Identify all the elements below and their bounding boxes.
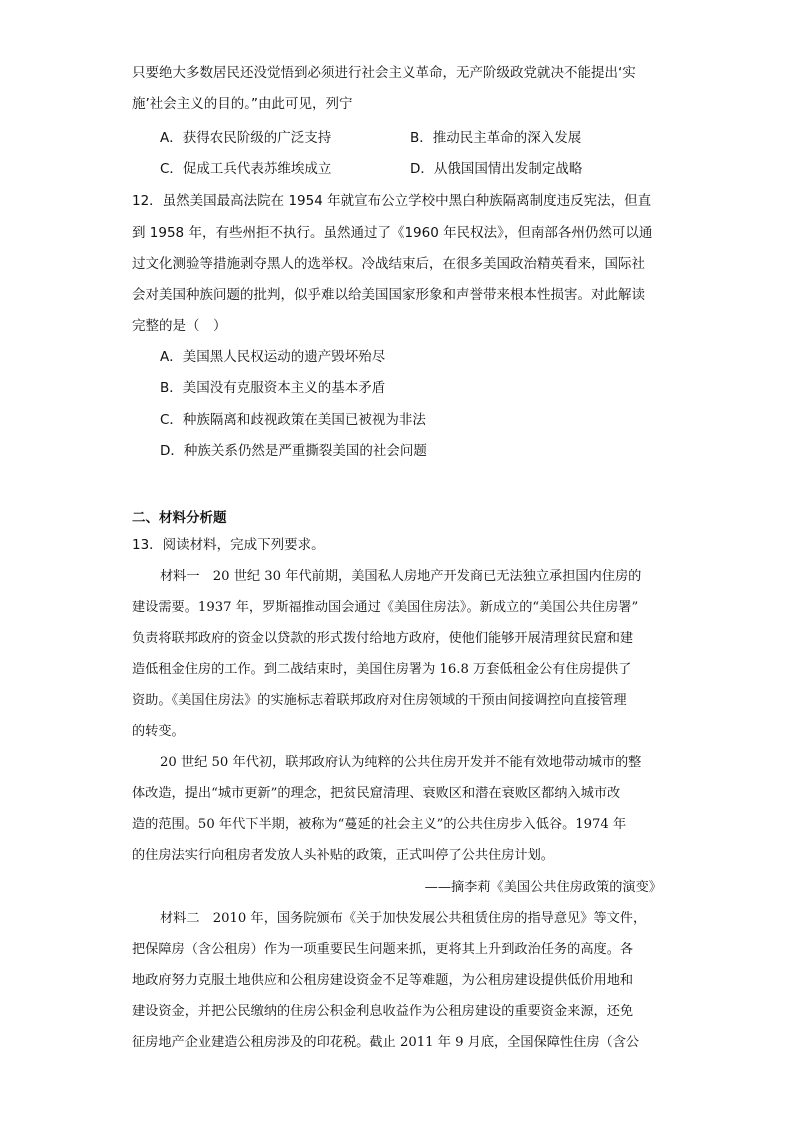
q12-text-line-4: 会对美国种族问题的批判，似乎难以给美国国家形象和声誉带来根本性损害。对此解读 [132,287,645,303]
q12-option-a: A．美国黑人民权运动的遗产毁坏殆尽 [160,349,386,365]
material2-line-1: 材料二 2010 年，国务院颁布《关于加快发展公共租赁住房的指导意见》等文件， [160,911,647,926]
q12-option-d: D．种族关系仍然是严重撕裂美国的社会问题 [160,443,427,459]
q12-text-line-1: 12．虽然美国最高法院在 1954 年就宣布公立学校中黑白种族隔离制度违反宪法，但直 [132,193,652,209]
q12-text-line-3: 过文化测验等措施剥夺黑人的选举权。冷战结束后，在很多美国政治精英看来，国际社 [132,256,645,272]
q11-option-c: C．促成工兵代表苏维埃成立 [160,161,332,177]
material2-line-5: 征房地产企业建造公租房涉及的印花税。截止 2011 年 9 月底，全国保障性住房（含公 [132,1035,640,1050]
q13-intro: 13．阅读材料，完成下列要求。 [132,537,325,553]
material1b-line-1: 20 世纪 50 年代初，联邦政府认为纯粹的公共住房开发并不能有效地带动城市的整 [160,755,642,770]
q12-text-line-2: 到 1958 年，有些州拒不执行。虽然通过了《1960 年民权法》，但南部各州仍然可以通 [132,225,653,241]
section-heading: 二、材料分析题 [132,510,227,526]
material1b-line-3: 造的范围。50 年代下半期，被称为“蔓延的社会主义”的公共住房步入低谷。1974 年 [132,817,627,832]
q12-text-line-5: 完整的是（ ） [132,318,227,334]
material1-line-6: 的转变。 [132,724,185,739]
material1-line-3: 负责将联邦政府的资金以贷款的形式拨付给地方政府，使他们能够开展清理贫民窟和建 [132,631,634,646]
q11-text-line-1: 只要绝大多数居民还没觉悟到必须进行社会主义革命，无产阶级政党就决不能提出‘实 [132,65,636,81]
material1-line-5: 资助。《美国住房法》的实施标志着联邦政府对住房领域的干预由间接调控向直接管理 [132,693,627,708]
material1-source: ——摘李莉《美国公共住房政策的演变》 [424,880,662,895]
material1b-line-4: 的住房法实行向租房者发放人头补贴的政策，正式叫停了公共住房计划。 [132,848,554,863]
q12-option-c: C．种族隔离和歧视政策在美国已被视为非法 [160,412,426,428]
material1-line-2: 建设需要。1937 年，罗斯福推动国会通过《美国住房法》。新成立的“美国公共住房署” [132,600,639,615]
material1-line-1: 材料一 20 世纪 30 年代前期，美国私人房地产开发商已无法独立承担国内住房的 [160,569,642,584]
q11-option-a: A．获得农民阶级的广泛支持 [160,130,332,146]
q11-option-d: D．从俄国国情出发制定战略 [410,161,583,177]
material1b-line-2: 体改造，提出“城市更新”的理念，把贫民窟清理、衰败区和潜在衰败区都纳入城市改 [132,786,621,801]
material2-line-3: 地政府努力克服土地供应和公租房建设资金不足等难题，为公租房建设提供低价用地和 [132,973,634,988]
material2-line-4: 建设资金，并把公民缴纳的住房公积金利息收益作为公租房建设的重要资金来源，还免 [132,1004,634,1019]
q11-text-line-2: 施’社会主义的目的。”由此可见，列宁 [132,96,353,112]
material2-line-2: 把保障房（含公租房）作为一项重要民生问题来抓，更将其上升到政治任务的高度。各 [132,942,634,957]
material1-line-4: 造低租金住房的工作。到二战结束时，美国住房署为 16.8 万套低租金公有住房提供了 [132,662,632,677]
q11-option-b: B．推动民主革命的深入发展 [410,130,582,146]
q12-option-b: B．美国没有克服资本主义的基本矛盾 [160,380,386,396]
